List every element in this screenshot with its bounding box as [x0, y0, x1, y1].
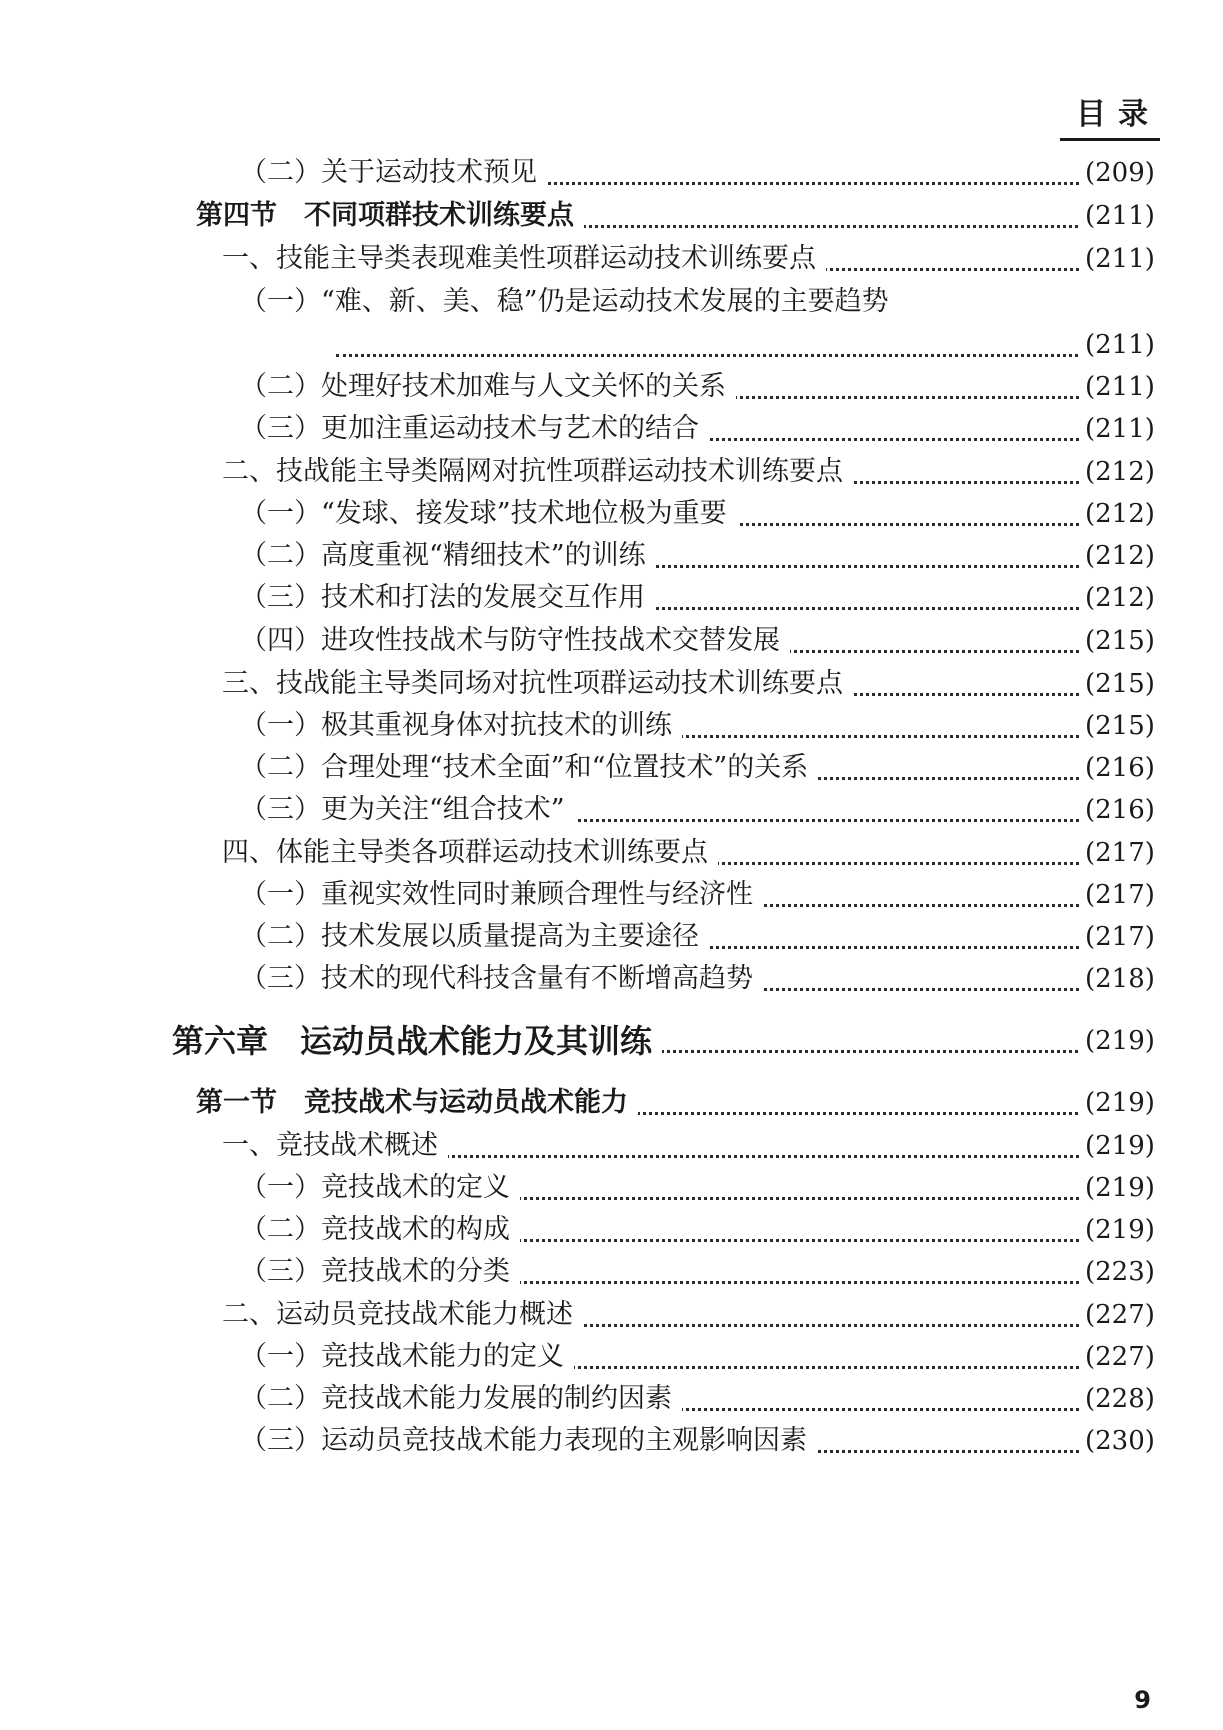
toc-entry-page: (211): [1081, 322, 1151, 368]
toc-entry-label: （三）运动员竞技战术能力表现的主观影响因素: [240, 1418, 817, 1464]
toc-entry[interactable]: [0, 449, 1223, 495]
toc-entry-page: (215): [1081, 703, 1151, 749]
toc-entry-label: （一）极其重视身体对抗技术的训练: [240, 703, 682, 749]
toc-entry-label: （二）关于运动技术预见: [240, 150, 547, 196]
toc-entry-label: 第六章 运动员战术能力及其训练: [172, 1018, 662, 1064]
toc-entry[interactable]: [0, 1207, 1223, 1253]
toc-entry[interactable]: [0, 322, 1223, 368]
toc-entry-page: (219): [1081, 1165, 1151, 1211]
toc-entry-label: （三）更为关注“组合技术”: [240, 787, 575, 833]
toc-entry-page: (227): [1081, 1292, 1151, 1338]
toc-entry-label: （二）高度重视“精细技术”的训练: [240, 533, 656, 579]
toc-entry[interactable]: [0, 787, 1223, 833]
toc-entry-label: （二）技术发展以质量提高为主要途径: [240, 914, 709, 960]
toc-entry-page: (212): [1081, 575, 1151, 621]
toc-entry[interactable]: [0, 1376, 1223, 1422]
toc-entry-page: (219): [1081, 1080, 1151, 1126]
toc-entry-page: (230): [1081, 1418, 1151, 1464]
page-number: 9: [1134, 1686, 1151, 1714]
toc-entry[interactable]: [0, 1080, 1223, 1126]
toc-entry-page: (216): [1081, 787, 1151, 833]
toc-entry-label: （四）进攻性技战术与防守性技战术交替发展: [240, 618, 790, 664]
toc-entry-label: （一）“发球、接发球”技术地位极为重要: [240, 491, 737, 537]
toc-entry-page: (211): [1081, 406, 1151, 452]
dot-leader: [336, 354, 1145, 357]
toc-entry[interactable]: [0, 533, 1223, 579]
toc-entry[interactable]: [0, 1018, 1223, 1064]
toc-entry-page: (209): [1081, 150, 1151, 196]
toc-entry[interactable]: [0, 1292, 1223, 1338]
toc-entry[interactable]: [0, 703, 1223, 749]
toc-entry-label: （二）竞技战术能力发展的制约因素: [240, 1376, 682, 1422]
toc-entry-label: （二）竞技战术的构成: [240, 1207, 520, 1253]
toc-entry-page: (227): [1081, 1334, 1151, 1380]
toc-entry[interactable]: [0, 236, 1223, 282]
toc-entry-label: 第四节 不同项群技术训练要点: [196, 193, 584, 239]
toc-entry-label: 二、运动员竞技战术能力概述: [222, 1292, 583, 1338]
toc-entry-label: （二）合理处理“技术全面”和“位置技术”的关系: [240, 745, 818, 791]
toc-entry-label: 第一节 竞技战术与运动员战术能力: [196, 1080, 638, 1126]
toc-entry-label: （三）技术的现代科技含量有不断增高趋势: [240, 956, 763, 1002]
toc-entry-page: (215): [1081, 661, 1151, 707]
toc-entry[interactable]: [0, 1418, 1223, 1464]
toc-entry[interactable]: [0, 1249, 1223, 1295]
toc-entry-label: （三）技术和打法的发展交互作用: [240, 575, 655, 621]
toc-entry[interactable]: [0, 830, 1223, 876]
running-header-title: 目录: [1076, 97, 1160, 132]
toc-entry[interactable]: [0, 956, 1223, 1002]
toc-entry[interactable]: [0, 914, 1223, 960]
toc-entry-page: (211): [1081, 236, 1151, 282]
toc-entry-page: (217): [1081, 872, 1151, 918]
toc-entry-page: (219): [1081, 1123, 1151, 1169]
toc-entry[interactable]: [0, 491, 1223, 537]
toc-entry[interactable]: [0, 1165, 1223, 1211]
toc-entry[interactable]: [0, 1123, 1223, 1169]
toc-entry-label: 一、技能主导类表现难美性项群运动技术训练要点: [222, 236, 826, 282]
toc-entry-page: (216): [1081, 745, 1151, 791]
toc-entry[interactable]: [0, 150, 1223, 196]
toc-entry-page: (212): [1081, 449, 1151, 495]
toc-entry[interactable]: [0, 661, 1223, 707]
toc-entry[interactable]: [0, 872, 1223, 918]
toc-entry-page: (217): [1081, 830, 1151, 876]
toc-entry-page: (223): [1081, 1249, 1151, 1295]
toc-entry-label: 一、竞技战术概述: [222, 1123, 448, 1169]
toc-entry-label: （一）竞技战术的定义: [240, 1165, 520, 1211]
toc-entry-page: (218): [1081, 956, 1151, 1002]
toc-entry[interactable]: [0, 193, 1223, 239]
toc-entry-page: (211): [1081, 364, 1151, 410]
toc-entry-page: (219): [1081, 1018, 1151, 1064]
toc-entry-label: （一）重视实效性同时兼顾合理性与经济性: [240, 872, 763, 918]
toc-entry-label: 四、体能主导类各项群运动技术训练要点: [222, 830, 718, 876]
toc-entry-label: （三）更加注重运动技术与艺术的结合: [240, 406, 709, 452]
toc-entry[interactable]: [0, 279, 1223, 325]
toc-entry-label: （三）竞技战术的分类: [240, 1249, 520, 1295]
toc-entry-label: （二）处理好技术加难与人文关怀的关系: [240, 364, 736, 410]
toc-entry-page: (219): [1081, 1207, 1151, 1253]
toc-entry[interactable]: [0, 364, 1223, 410]
toc-entry-label: （一）竞技战术能力的定义: [240, 1334, 574, 1380]
toc-entry[interactable]: [0, 406, 1223, 452]
toc-entry[interactable]: [0, 745, 1223, 791]
toc-entry-page: (215): [1081, 618, 1151, 664]
toc-entry-label: （一）“难、新、美、稳”仍是运动技术发展的主要趋势: [240, 279, 899, 325]
toc-entry[interactable]: [0, 575, 1223, 621]
toc-entry-label: 三、技战能主导类同场对抗性项群运动技术训练要点: [222, 661, 853, 707]
toc-entry-page: (211): [1081, 193, 1151, 239]
toc-entry-page: (217): [1081, 914, 1151, 960]
toc-entry-page: (212): [1081, 533, 1151, 579]
toc-entry-label: 二、技战能主导类隔网对抗性项群运动技术训练要点: [222, 449, 853, 495]
toc-entry-page: (212): [1081, 491, 1151, 537]
toc-entry[interactable]: [0, 1334, 1223, 1380]
toc-entry-page: (228): [1081, 1376, 1151, 1422]
toc-entry[interactable]: [0, 618, 1223, 664]
